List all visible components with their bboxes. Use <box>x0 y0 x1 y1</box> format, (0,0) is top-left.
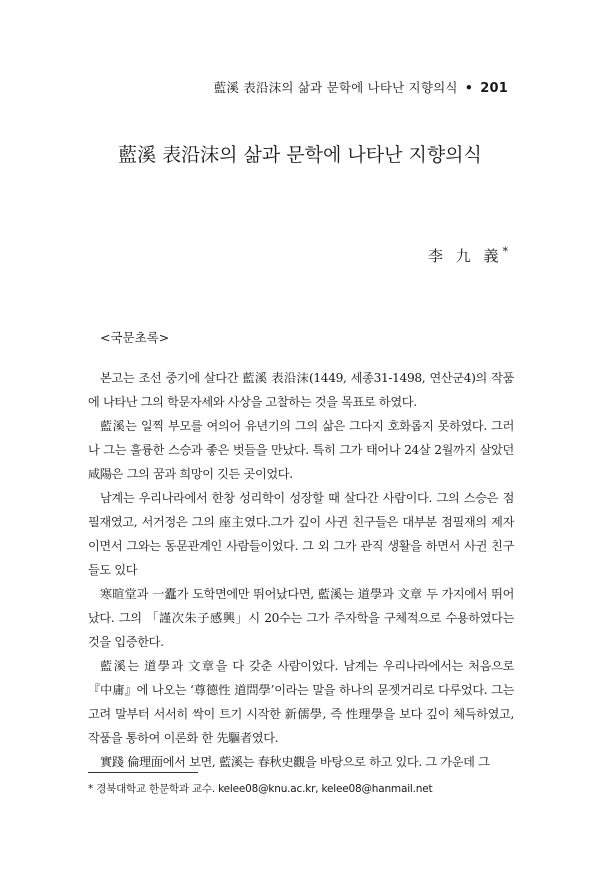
abstract-paragraph: 남계는 우리나라에서 한창 성리학이 성장할 때 살다간 사람이다. 그의 스승은 점필재였고, 서거정은 그의 座主였다.그가 깊이 사귄 친구들은 대부분 점필재의 제자이면서 그와는 동문관계인 사람들이었다. 그 외 그가 관직 생활을 하면서 사귄 친구들도 있다 <box>88 491 514 577</box>
article-title: 藍溪 表沿沫의 삶과 문학에 나타난 지향의식 <box>118 144 482 166</box>
running-header-title: 藍溪 表沿沫의 삶과 문학에 나타난 지향의식 <box>213 80 458 95</box>
header-bullet: • <box>464 80 474 95</box>
abstract-paragraph: 藍溪는 일찍 부모를 여의어 유년기의 그의 삶은 그다지 호화롭지 못하였다. 그러나 그는 훌륭한 스승과 좋은 벗들을 만났다. 특히 그가 태어나 24살 2월까지 살았던 咸陽은 그의 꿈과 희망이 깃든 곳이었다. <box>88 419 514 481</box>
abstract-label: <국문초록> <box>100 330 170 345</box>
footnote: * 경북대학교 한문학과 교수. kelee08@knu.ac.kr, kelee08@hanmail.net <box>88 783 433 795</box>
page-number: 201 <box>480 81 508 96</box>
abstract-paragraph: 藍溪는 道學과 文章을 다 갖춘 사람이었다. 남계는 우리나라에서는 처음으로 『中庸』에 나오는 ‘尊德性 道問學’이라는 말을 하나의 문젯거리로 다루었다. 그는 고려 말부터 서서히 싹이 트기 시작한 新儒學, 즉 性理學을 보다 깊이 체득하였고, 작품을 통하여 이론화 한 先驅者였다. <box>88 659 514 745</box>
author-name: 李 九 義 <box>427 247 503 265</box>
author-line <box>428 245 508 266</box>
abstract-paragraph: 본고는 조선 중기에 살다간 藍溪 表沿沫(1449, 세종31-1498, 연산군4)의 작품에 나타난 그의 학문자세와 사상을 고찰하는 것을 목표로 하였다. <box>88 371 514 409</box>
abstract-paragraph: 寒暄堂과 一蠹가 도학면에만 뛰어났다면, 藍溪는 道學과 文章 두 가지에서 뛰어났다. 그의 「謹次朱子感興」시 20수는 그가 주자학을 구체적으로 수용하였다는 것을 입증한다. <box>88 587 514 649</box>
running-header <box>214 78 508 96</box>
author-footnote-mark: * <box>502 245 508 258</box>
abstract-body <box>88 366 514 774</box>
abstract-paragraph: 實踐 倫理面에서 보면, 藍溪는 春秋史觀을 바탕으로 하고 있다. 그 가운데 그 <box>100 755 490 769</box>
footnote-divider <box>88 772 198 773</box>
